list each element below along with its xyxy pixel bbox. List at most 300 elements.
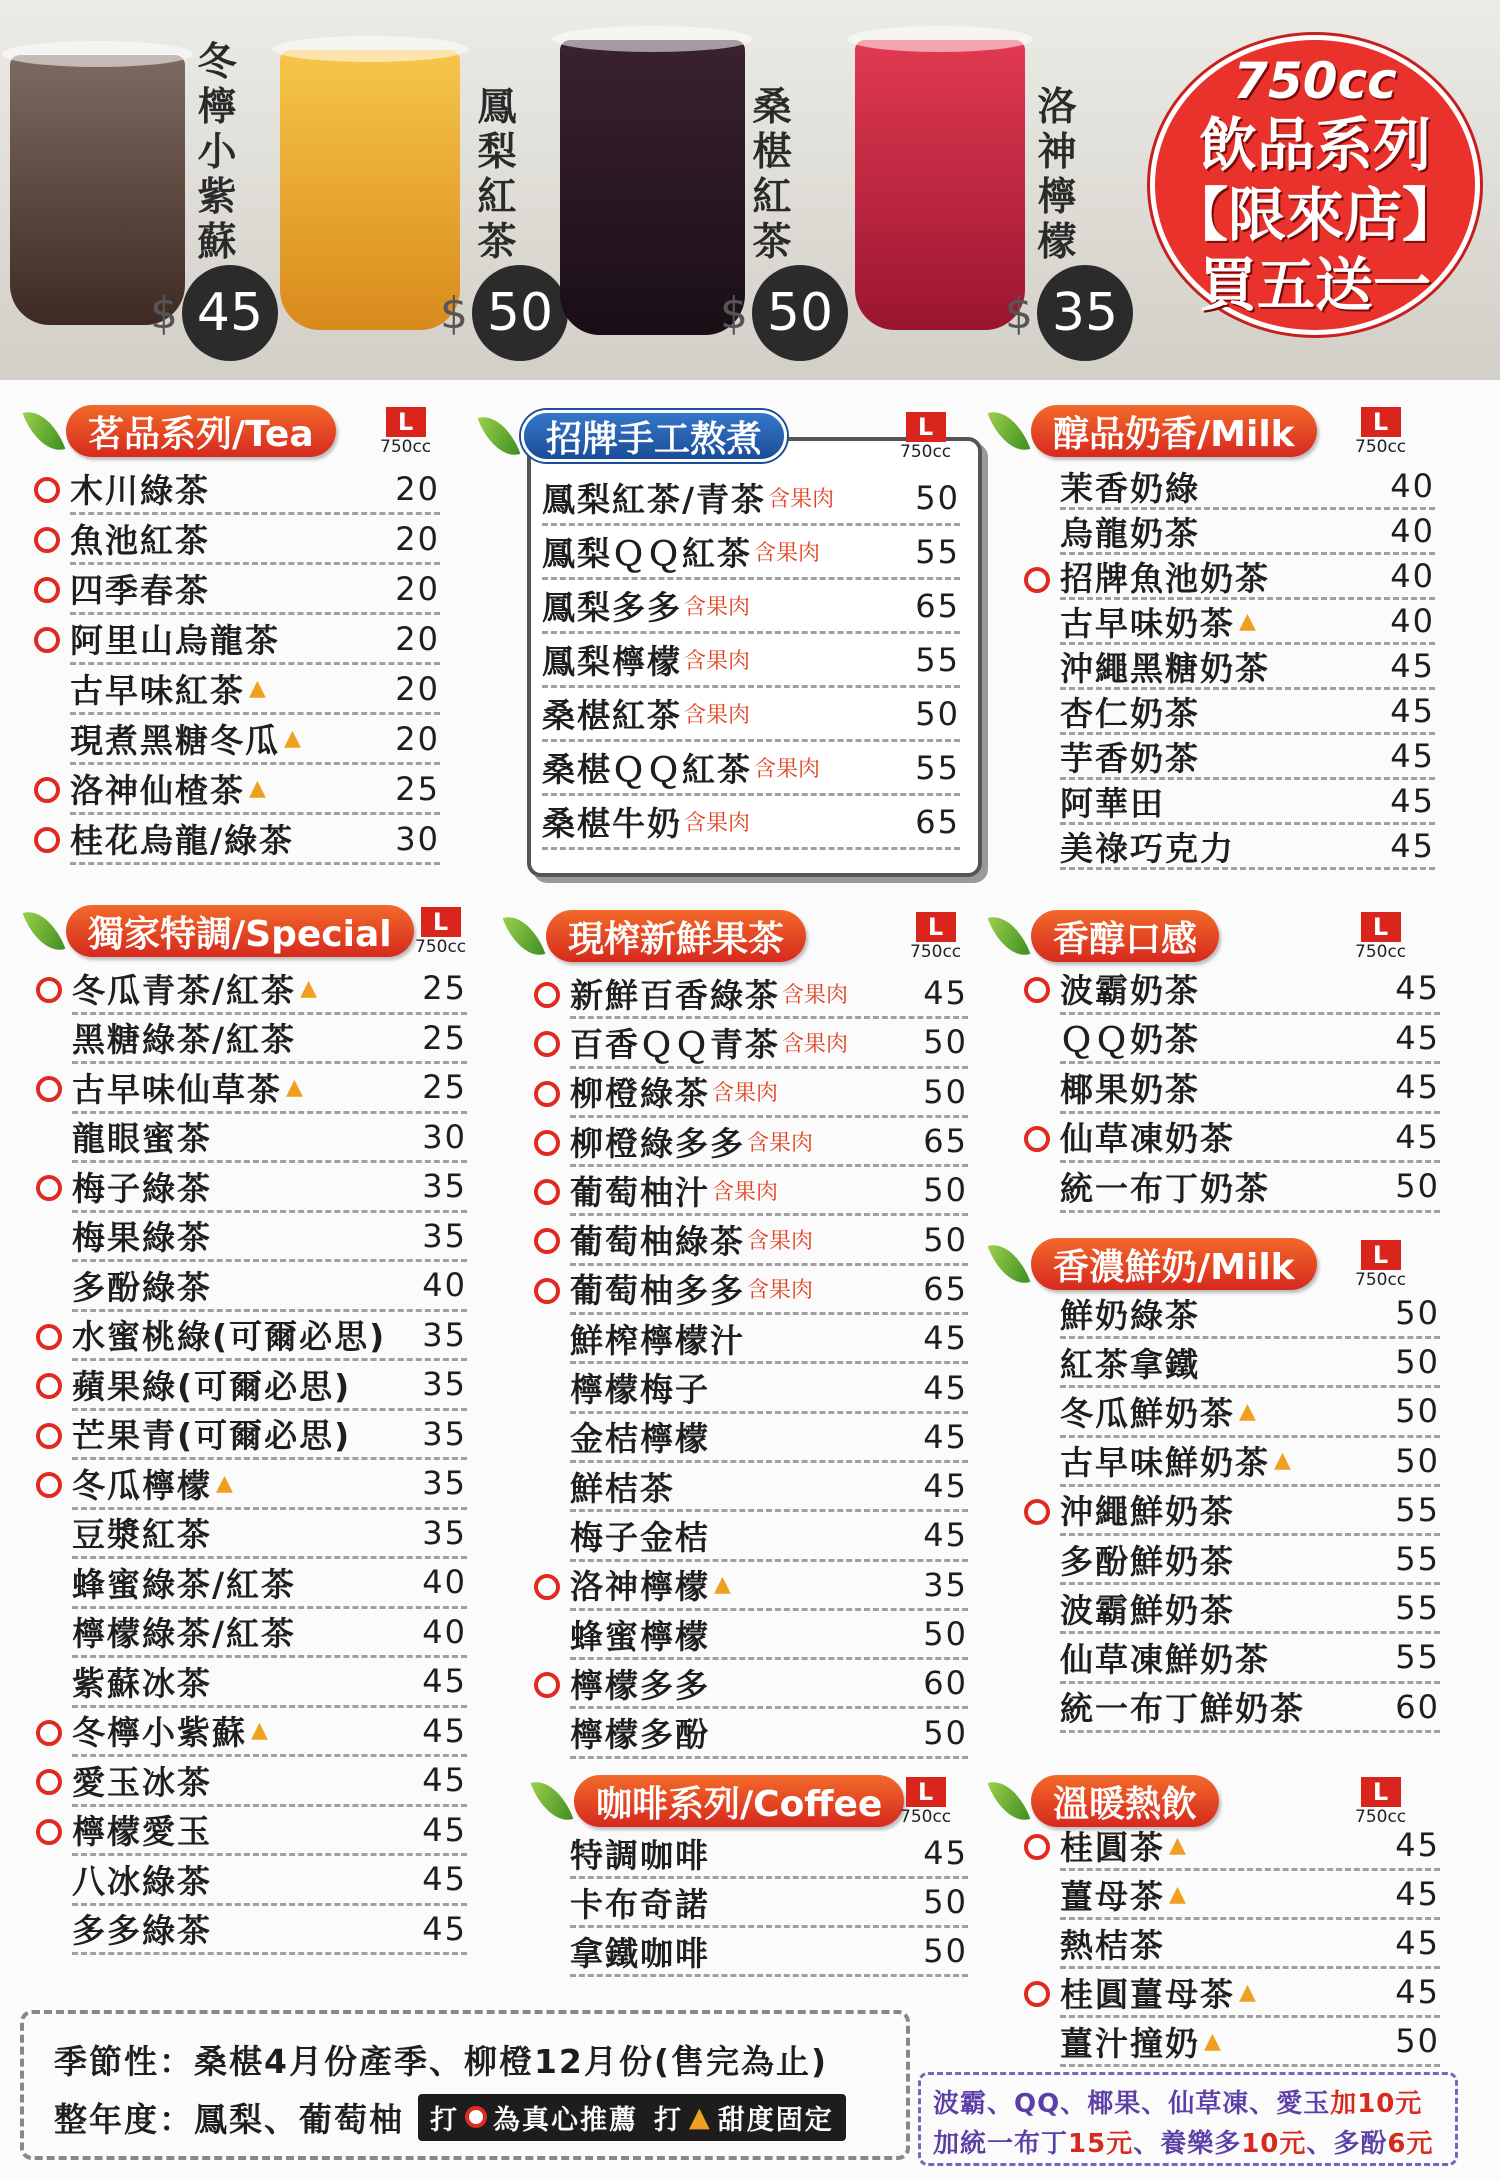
- menu-list-hot: [1060, 1822, 1440, 2067]
- menu-item-price: 65: [915, 586, 960, 625]
- menu-item-name: 波霸鮮奶茶: [1060, 1590, 1235, 1630]
- menu-item-name: 古早味仙草茶: [72, 1069, 282, 1109]
- seasonal-line-1: 季節性：桑椹4月份產季、柳橙12月份(售完為止): [54, 2041, 829, 2081]
- menu-item: [1060, 965, 1440, 1015]
- menu-item: [72, 1510, 467, 1560]
- menu-item-name: 梅子綠茶: [72, 1168, 212, 1208]
- menu-item-price: 50: [1395, 1343, 1440, 1382]
- leaf-icon: [531, 1774, 574, 1829]
- menu-item-price: 60: [1395, 1687, 1440, 1726]
- menu-item-name: 冬檸小紫蘇: [72, 1713, 247, 1753]
- menu-item: [72, 1460, 467, 1510]
- menu-item-name: 紅茶拿鐵: [1060, 1344, 1200, 1384]
- menu-item-name: 檸檬梅子: [570, 1370, 710, 1410]
- heart-icon: [34, 777, 60, 803]
- menu-item-price: 35: [923, 1565, 968, 1604]
- menu-item-price: 45: [923, 1319, 968, 1358]
- menu-item: [72, 1658, 467, 1708]
- drink-image-mulberry-black-tea: [560, 40, 745, 335]
- menu-item-name: 統一布丁鮮奶茶: [1060, 1689, 1305, 1729]
- featured-price-2: $ 50: [440, 265, 568, 361]
- heart-icon: [534, 1130, 560, 1156]
- menu-item: [70, 515, 440, 565]
- header-banner: [0, 0, 1500, 380]
- menu-item-name: 冬瓜檸檬: [72, 1465, 212, 1505]
- menu-item-price: 35: [422, 1513, 467, 1552]
- menu-list-milk: [1060, 465, 1435, 870]
- featured-name-3: 桑椹紅茶: [752, 85, 792, 265]
- section-title: 茗品系列/Tea: [66, 405, 336, 457]
- menu-item-price: 35: [422, 1464, 467, 1503]
- menu-item-note: 含果肉: [684, 811, 751, 836]
- menu-item-price: 45: [422, 1810, 467, 1849]
- menu-item-name: 波霸奶茶: [1060, 970, 1200, 1010]
- menu-item-name: 芒果青(可爾必思): [72, 1416, 352, 1456]
- menu-item-price: 45: [1390, 647, 1435, 685]
- menu-item: [72, 1856, 467, 1906]
- menu-item-price: 40: [422, 1266, 467, 1305]
- heart-icon: [1024, 1981, 1050, 2007]
- menu-item: [570, 1118, 968, 1167]
- menu-item-note: 含果肉: [712, 1081, 779, 1107]
- menu-item-price: 50: [923, 1713, 968, 1752]
- menu-item: [1060, 1536, 1440, 1585]
- menu-item-price: 50: [923, 1883, 968, 1921]
- menu-item: [570, 1463, 968, 1512]
- menu-item-note: 含果肉: [747, 1229, 814, 1255]
- drink-image-pineapple-black-tea: [280, 50, 460, 330]
- menu-item-price: 50: [915, 694, 960, 733]
- heart-icon: [1024, 567, 1050, 593]
- menu-item: [1060, 1969, 1440, 2018]
- featured-price-1: $ 45: [150, 265, 278, 361]
- menu-item: [542, 796, 960, 850]
- menu-item: [570, 1879, 968, 1928]
- menu-item: [72, 1906, 467, 1956]
- menu-item-name: 柳橙綠多多: [570, 1123, 745, 1163]
- menu-item-price: 45: [1395, 1924, 1440, 1962]
- menu-item-name: 龍眼蜜茶: [72, 1119, 212, 1159]
- menu-item-name: 新鮮百香綠茶: [570, 975, 780, 1015]
- menu-item-price: 50: [1395, 1392, 1440, 1431]
- menu-item: [70, 765, 440, 815]
- menu-item-name: 薑汁撞奶: [1060, 2023, 1200, 2063]
- menu-item-price: 50: [923, 1023, 968, 1062]
- menu-item-name: 卡布奇諾: [570, 1884, 710, 1924]
- menu-item: [570, 1562, 968, 1611]
- menu-item: [1060, 1920, 1440, 1969]
- menu-item-price: 20: [395, 669, 440, 708]
- menu-item-name: 桑椹紅茶: [542, 696, 682, 735]
- menu-item-name: 鮮桔茶: [570, 1468, 675, 1508]
- heart-icon: [534, 1672, 560, 1698]
- featured-price-4: $ 35: [1005, 265, 1133, 361]
- heart-icon: [36, 1720, 62, 1746]
- heart-icon: [36, 1769, 62, 1795]
- section-header-milk: [995, 405, 1317, 457]
- menu-item: [1060, 600, 1435, 645]
- menu-item: [1060, 1339, 1440, 1388]
- menu-item-price: 20: [395, 619, 440, 658]
- heart-icon: [534, 1228, 560, 1254]
- menu-item: [72, 1262, 467, 1312]
- menu-item-price: 45: [1390, 782, 1435, 820]
- menu-item-name: 古早味鮮奶茶: [1060, 1443, 1270, 1483]
- menu-item-name: 古早味紅茶: [70, 671, 245, 710]
- menu-item-note: 含果肉: [684, 649, 751, 674]
- menu-item-name: 桂圓薑母茶: [1060, 1974, 1235, 2014]
- menu-item: [1060, 690, 1435, 735]
- menu-item: [1060, 780, 1435, 825]
- menu-item-note: 含果肉: [754, 541, 821, 566]
- sweetness-triangle-icon: ▲: [689, 2101, 712, 2133]
- menu-item-price: 45: [1395, 1875, 1440, 1913]
- menu-item-name: 沖繩鮮奶茶: [1060, 1492, 1235, 1532]
- menu-item: [72, 1163, 467, 1213]
- sweetness-triangle-icon: ▲: [1239, 608, 1256, 634]
- menu-item: [70, 815, 440, 865]
- menu-item-name: 現煮黑糖冬瓜: [70, 721, 280, 760]
- menu-item-price: 20: [395, 719, 440, 758]
- sweetness-triangle-icon: ▲: [1239, 1398, 1256, 1424]
- sweetness-triangle-icon: ▲: [300, 975, 317, 1001]
- menu-item-name: 檸檬多多: [570, 1665, 710, 1705]
- promo-badge: 750cc 飲品系列 【限來店】 買五送一: [1150, 35, 1480, 335]
- menu-item: [1060, 465, 1435, 510]
- menu-item-name: 魚池紅茶: [70, 521, 210, 560]
- heart-icon: [36, 1324, 62, 1350]
- menu-item: [1060, 1015, 1440, 1065]
- heart-icon: [465, 2106, 487, 2128]
- menu-item-price: 55: [915, 640, 960, 679]
- menu-item: [570, 1019, 968, 1068]
- menu-item: [1060, 1064, 1440, 1114]
- section-title: 香濃鮮奶/Milk: [1031, 1238, 1317, 1290]
- menu-item: [70, 715, 440, 765]
- menu-item-name: 鮮奶綠茶: [1060, 1295, 1200, 1335]
- sweetness-triangle-icon: ▲: [249, 676, 266, 701]
- sweetness-triangle-icon: ▲: [1239, 1979, 1256, 2005]
- menu-item: [570, 1266, 968, 1315]
- menu-item-name: 鳳梨多多: [542, 588, 682, 627]
- menu-item: [1060, 1114, 1440, 1164]
- sweetness-triangle-icon: ▲: [1204, 2028, 1221, 2054]
- menu-item-name: 桂花烏龍/綠茶: [70, 821, 295, 860]
- menu-item: [570, 1660, 968, 1709]
- drink-image-roselle-lemon: [855, 40, 1025, 330]
- menu-item: [570, 1611, 968, 1660]
- menu-item-name: 檸檬多酚: [570, 1715, 710, 1755]
- heart-icon: [34, 527, 60, 553]
- size-badge-signature: L 750cc: [900, 413, 952, 462]
- menu-item: [1060, 1585, 1440, 1634]
- section-title: 醇品奶香/Milk: [1031, 405, 1317, 457]
- menu-item: [570, 1364, 968, 1413]
- menu-item: [570, 1709, 968, 1758]
- menu-item-price: 45: [422, 1761, 467, 1800]
- menu-item-name: 紫蘇冰茶: [72, 1663, 212, 1703]
- menu-item-price: 50: [923, 1615, 968, 1653]
- menu-item: [70, 565, 440, 615]
- menu-item-price: 45: [923, 1417, 968, 1456]
- menu-list-tea: [70, 465, 440, 865]
- featured-price-3: $ 50: [720, 265, 848, 361]
- leaf-icon: [988, 909, 1031, 964]
- menu-item-name: 阿華田: [1060, 783, 1165, 823]
- size-badge-hot: L 750cc: [1355, 1778, 1407, 1827]
- menu-item: [542, 472, 960, 526]
- section-header-coffee: [538, 1775, 904, 1827]
- menu-item-name: 鳳梨ＱＱ紅茶: [542, 534, 752, 573]
- menu-item-price: 35: [422, 1365, 467, 1404]
- menu-item-price: 35: [422, 1167, 467, 1206]
- menu-item-price: 45: [422, 1662, 467, 1701]
- menu-item-note: 含果肉: [782, 1031, 849, 1057]
- menu-item-price: 30: [395, 819, 440, 858]
- menu-item-note: 含果肉: [747, 1278, 814, 1304]
- menu-item: [570, 1315, 968, 1364]
- menu-list-coffee: [570, 1830, 968, 1977]
- menu-item: [1060, 1822, 1440, 1871]
- menu-item-price: 50: [1395, 1441, 1440, 1480]
- menu-item: [1060, 2018, 1440, 2067]
- leaf-icon: [478, 409, 521, 464]
- sweetness-triangle-icon: ▲: [1169, 1881, 1186, 1907]
- section-title: 招牌手工熬煮: [521, 410, 787, 462]
- heart-icon: [1024, 1126, 1050, 1152]
- leaf-icon: [988, 1237, 1031, 1292]
- menu-item-price: 45: [422, 1711, 467, 1750]
- heart-icon: [36, 1175, 62, 1201]
- menu-item: [72, 1411, 467, 1461]
- sweetness-triangle-icon: ▲: [284, 726, 301, 751]
- menu-item: [1060, 1684, 1440, 1733]
- menu-item-price: 40: [1390, 602, 1435, 640]
- heart-icon: [534, 1574, 560, 1600]
- menu-item-name: 美祿巧克力: [1060, 828, 1235, 868]
- menu-list-special: [72, 965, 467, 1955]
- sweetness-triangle-icon: ▲: [249, 776, 266, 801]
- size-badge-aroma: L 750cc: [1355, 913, 1407, 962]
- menu-item-name: 桑椹牛奶: [542, 804, 682, 843]
- sweetness-triangle-icon: ▲: [216, 1470, 233, 1496]
- sweetness-triangle-icon: ▲: [714, 1572, 731, 1598]
- menu-item-price: 20: [395, 519, 440, 558]
- leaf-icon: [23, 404, 66, 459]
- menu-item-name: 椰果奶茶: [1060, 1069, 1200, 1109]
- addons-line-2: 加統一布丁 15元 、養樂多 10元 、多酚 6元: [933, 2128, 1434, 2159]
- menu-item-price: 50: [1395, 1167, 1440, 1206]
- menu-list-signature: [542, 472, 960, 850]
- menu-item-name: ＱＱ奶茶: [1060, 1020, 1200, 1060]
- menu-item-price: 50: [923, 1932, 968, 1970]
- menu-item-name: 茉香奶綠: [1060, 468, 1200, 508]
- sweetness-triangle-icon: ▲: [1274, 1448, 1291, 1474]
- menu-item-price: 45: [1390, 827, 1435, 865]
- menu-item: [570, 1216, 968, 1265]
- menu-item-price: 40: [422, 1612, 467, 1651]
- menu-item-price: 55: [1395, 1589, 1440, 1628]
- menu-item-price: 50: [923, 1171, 968, 1210]
- menu-item-name: 桑椹ＱＱ紅茶: [542, 750, 752, 789]
- menu-item-price: 45: [1395, 1068, 1440, 1107]
- menu-item-name: 愛玉冰茶: [72, 1762, 212, 1802]
- menu-item-name: 鳳梨紅茶/青茶: [542, 480, 767, 519]
- addons-line-1: 波霸、QQ、椰果、仙草凍、愛玉 加10元: [933, 2088, 1423, 2119]
- menu-item-price: 30: [422, 1117, 467, 1156]
- section-title: 現榨新鮮果茶: [546, 910, 806, 962]
- menu-item-name: 葡萄柚多多: [570, 1271, 745, 1311]
- menu-item-name: 葡萄柚綠茶: [570, 1222, 745, 1262]
- menu-item-price: 50: [1395, 2022, 1440, 2060]
- section-title: 咖啡系列/Coffee: [574, 1775, 904, 1827]
- menu-item-price: 50: [923, 1220, 968, 1259]
- legend: 打 為真心推薦 打 ▲ 甜度固定: [418, 2094, 846, 2141]
- heart-icon: [34, 827, 60, 853]
- menu-item: [1060, 1487, 1440, 1536]
- menu-item: [1060, 555, 1435, 600]
- size-badge-special: L 750cc: [415, 908, 467, 957]
- menu-item-price: 45: [923, 1516, 968, 1555]
- menu-item-name: 多酚綠茶: [72, 1267, 212, 1307]
- menu-item-price: 35: [422, 1315, 467, 1354]
- menu-item-name: 蘋果綠(可爾必思): [72, 1366, 352, 1406]
- heart-icon: [36, 1076, 62, 1102]
- menu-item: [1060, 1438, 1440, 1487]
- menu-list-freshmilk: [1060, 1290, 1440, 1733]
- heart-icon: [534, 1278, 560, 1304]
- size-badge-coffee: L 750cc: [900, 1778, 952, 1827]
- section-header-fruit: [510, 910, 806, 962]
- menu-item: [1060, 645, 1435, 690]
- menu-item-price: 35: [422, 1414, 467, 1453]
- menu-item: [72, 1213, 467, 1263]
- featured-name-1: 冬檸小紫蘇: [197, 40, 237, 265]
- menu-item-price: 45: [1395, 1826, 1440, 1864]
- menu-item-price: 45: [1395, 1973, 1440, 2011]
- menu-item-name: 冬瓜青茶/紅茶: [72, 970, 297, 1010]
- menu-item-price: 45: [923, 1467, 968, 1506]
- menu-item-price: 55: [915, 748, 960, 787]
- menu-item: [570, 1167, 968, 1216]
- size-badge-milk: L 750cc: [1355, 408, 1407, 457]
- menu-item-note: 含果肉: [768, 487, 835, 512]
- menu-item-name: 水蜜桃綠(可爾必思): [72, 1317, 387, 1357]
- menu-item-name: 多酚鮮奶茶: [1060, 1541, 1235, 1581]
- menu-list-aroma: [1060, 965, 1440, 1213]
- section-header-freshmilk: [995, 1238, 1317, 1290]
- menu-item: [1060, 510, 1435, 555]
- menu-item: [570, 1512, 968, 1561]
- menu-item: [1060, 1634, 1440, 1683]
- menu-item-name: 統一布丁奶茶: [1060, 1168, 1270, 1208]
- menu-item-price: 40: [1390, 557, 1435, 595]
- menu-item-name: 拿鐵咖啡: [570, 1933, 710, 1973]
- menu-item-price: 35: [422, 1216, 467, 1255]
- menu-item-name: 阿里山烏龍茶: [70, 621, 280, 660]
- menu-item: [72, 1757, 467, 1807]
- menu-item: [542, 526, 960, 580]
- menu-item: [1060, 825, 1435, 870]
- menu-item-name: 四季春茶: [70, 571, 210, 610]
- menu-item-name: 洛神仙楂茶: [70, 771, 245, 810]
- menu-item-name: 熱桔茶: [1060, 1925, 1165, 1965]
- menu-item: [1060, 1871, 1440, 1920]
- menu-item-note: 含果肉: [754, 757, 821, 782]
- menu-item-price: 25: [422, 1068, 467, 1107]
- heart-icon: [534, 1031, 560, 1057]
- menu-item-price: 60: [923, 1664, 968, 1703]
- menu-item-name: 柳橙綠茶: [570, 1074, 710, 1114]
- menu-item-name: 木川綠茶: [70, 471, 210, 510]
- sweetness-triangle-icon: ▲: [1169, 1832, 1186, 1858]
- menu-item-price: 20: [395, 469, 440, 508]
- menu-item-price: 45: [923, 974, 968, 1013]
- leaf-icon: [988, 1774, 1031, 1829]
- menu-item-price: 20: [395, 569, 440, 608]
- menu-item-name: 特調咖啡: [570, 1835, 710, 1875]
- menu-item-name: 古早味奶茶: [1060, 603, 1235, 643]
- menu-item-name: 桂圓茶: [1060, 1827, 1165, 1867]
- menu-item-name: 烏龍奶茶: [1060, 513, 1200, 553]
- menu-item-price: 50: [923, 1072, 968, 1111]
- size-badge-freshmilk: L 750cc: [1355, 1241, 1407, 1290]
- menu-item-price: 45: [422, 1860, 467, 1899]
- heart-icon: [34, 477, 60, 503]
- menu-item-name: 多多綠茶: [72, 1911, 212, 1951]
- heart-icon: [36, 1423, 62, 1449]
- menu-item-price: 45: [923, 1368, 968, 1407]
- menu-item-price: 25: [422, 1018, 467, 1057]
- menu-item-name: 百香ＱＱ青茶: [570, 1024, 780, 1064]
- menu-item: [72, 965, 467, 1015]
- menu-item-note: 含果肉: [747, 1130, 814, 1156]
- menu-item: [72, 1708, 467, 1758]
- menu-item-name: 檸檬綠茶/紅茶: [72, 1614, 297, 1654]
- leaf-icon: [988, 404, 1031, 459]
- menu-item: [70, 665, 440, 715]
- menu-item: [72, 1559, 467, 1609]
- menu-item-price: 50: [915, 478, 960, 517]
- sweetness-triangle-icon: ▲: [286, 1074, 303, 1100]
- heart-icon: [1024, 1499, 1050, 1525]
- section-header-signature: [485, 410, 787, 462]
- leaf-icon: [503, 909, 546, 964]
- menu-item-price: 65: [923, 1269, 968, 1308]
- menu-item-price: 55: [915, 532, 960, 571]
- menu-item-note: 含果肉: [684, 703, 751, 728]
- menu-item: [1060, 1388, 1440, 1437]
- menu-item-price: 50: [1395, 1294, 1440, 1333]
- menu-item: [570, 970, 968, 1019]
- menu-item-name: 杏仁奶茶: [1060, 693, 1200, 733]
- menu-item-price: 40: [1390, 512, 1435, 550]
- seasonal-line-2: 整年度：鳳梨、葡萄柚 打 為真心推薦 打 ▲ 甜度固定: [54, 2088, 876, 2146]
- menu-item-note: 含果肉: [782, 982, 849, 1008]
- menu-item: [72, 1015, 467, 1065]
- menu-item-price: 40: [422, 1563, 467, 1602]
- menu-item-price: 45: [1390, 737, 1435, 775]
- menu-item-price: 55: [1395, 1540, 1440, 1579]
- menu-item-name: 薑母茶: [1060, 1876, 1165, 1916]
- menu-item-price: 55: [1395, 1638, 1440, 1677]
- menu-item: [72, 1114, 467, 1164]
- heart-icon: [36, 1472, 62, 1498]
- menu-item-price: 45: [1395, 1117, 1440, 1156]
- heart-icon: [34, 627, 60, 653]
- heart-icon: [36, 977, 62, 1003]
- menu-item-name: 豆漿紅茶: [72, 1515, 212, 1555]
